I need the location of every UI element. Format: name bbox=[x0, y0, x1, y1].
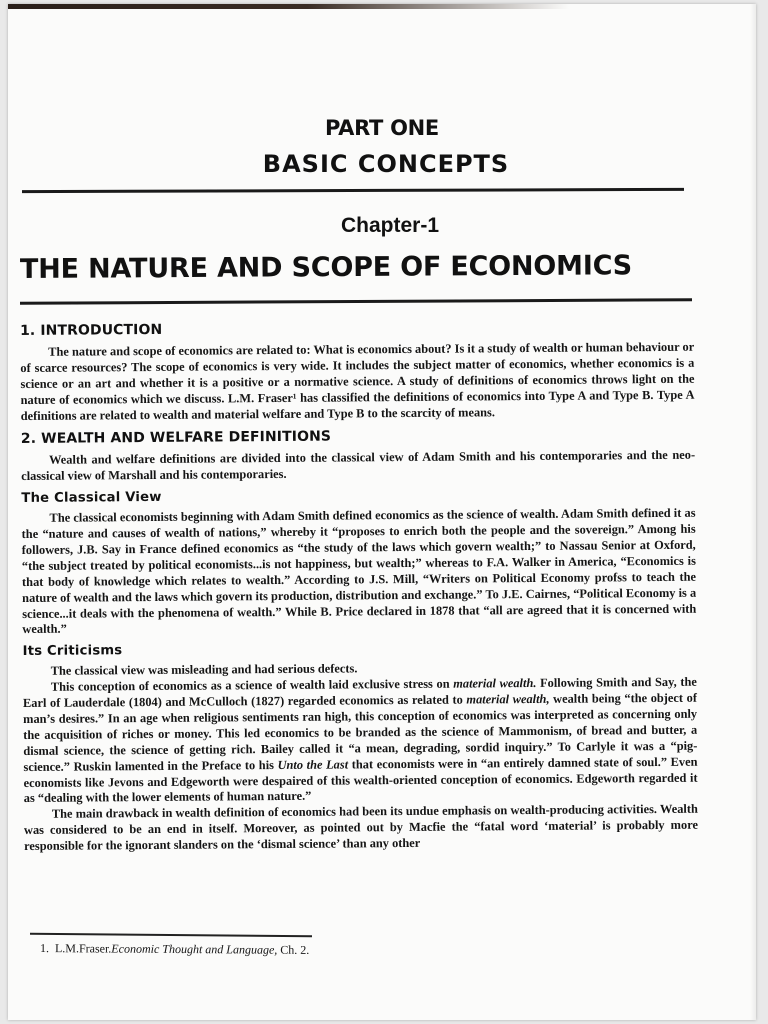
document-page bbox=[8, 4, 756, 1020]
footnote-rule bbox=[30, 933, 312, 937]
section-heading: 1. INTRODUCTION bbox=[19, 321, 163, 339]
emphasis: material wealth, bbox=[466, 691, 550, 707]
paragraph: Wealth and welfare definitions are divided into the classical view of Adam Smith and his contemporaries and the neo-classical view of Marshall and his contemporaries. bbox=[21, 448, 696, 484]
divider-rule bbox=[22, 188, 684, 193]
text-run: Following Smith and Say, the Earl of Lauderdale (1804) and McCulloch (1827) regarded economics as related to bbox=[22, 674, 697, 711]
footnote bbox=[40, 941, 309, 958]
footnote-author: L.M.Fraser. bbox=[54, 941, 112, 956]
divider-rule bbox=[20, 298, 692, 305]
text-run: wealth being “the object of man’s desires.” In an age when religious sentiments ran high, this conception of economics was interpreted as concerning only the acquisition of riches or money. This led economics to be branded as the science of Mammonism, of bread and butter, a dismal science, the science of getting rich. Bailey called it “a mean, degrading, sordid inquiry.” To Carlyle it was a “pig-science.” Ruskin lamented in the Preface to his bbox=[23, 690, 698, 774]
paragraph: The classical economists beginning with Adam Smith defined economics as the science of wealth. Adam Smith defined it as the “nature and causes of wealth of nations,” whereby it “proposes to enrich both the people and the sovereign.” Among his followers, J.B. Say in France defined economics as “the study of the laws which govern wealth;” to Nassau Senior at Oxford, “the subject treated by political economists...is not happiness, but wealth;” whereas to F.A. Walker in America, “Economics is that body of knowledge which relates to wealth.” According to J.S. Mill, “Writers on Political Economy profss to teach the nature of wealth and the laws which govern its production, distribution and exchange.” To J.E. Cairnes, “Political Economy is a science...it deals with the phenomena of wealth.” While B. Price declared in 1878 that “all are agreed that it is concerned with wealth.” bbox=[21, 505, 697, 637]
section-heading: 2. WEALTH AND WELFARE DEFINITIONS bbox=[20, 428, 332, 448]
paragraph: The main drawback in wealth definition of economics had been its undue emphasis on wealth-producing activities. Wealth was considered to be an end in itself. Moreover, as pointed out by Macfie the “fatal word ‘material’ is probably more responsible for the ignorant slanders on the ‘dismal science’ than any other bbox=[23, 802, 699, 854]
footnote-work: Economic Thought and Language, bbox=[111, 941, 278, 957]
page-edge-shadow bbox=[750, 4, 756, 1020]
part-label: PART ONE bbox=[325, 116, 439, 140]
chapter-body bbox=[20, 319, 698, 855]
paragraph: The nature and scope of economics are related to: What is economics about? Is it a study of wealth or human behaviour or of scarce resources? The scope of economics is very wide. It includes the subject matter of economics, whether economics is a science or an art and whether it is a positive or a normative science. A study of definitions of economics throws light on the nature of economics which we discuss. L.M. Fraser¹ has classified the definitions of economics into Type A and Type B. Type A definitions are related to wealth and material welfare and Type B to the scarcity of means. bbox=[20, 339, 695, 423]
text-run: that economists were in “an entirely damned state of soul.” Even economists like Jevons and Edgeworth were despaired of this wealth-oriented conception of economics. Edgeworth regarded it as “dealing with the lower elements of human nature.” bbox=[23, 754, 698, 806]
scan-edge bbox=[8, 4, 756, 9]
subsection-heading: Its Criticisms bbox=[22, 643, 123, 660]
chapter-title: THE NATURE AND SCOPE OF ECONOMICS bbox=[19, 250, 633, 285]
footnote-number: 1. bbox=[39, 941, 50, 956]
emphasis: Unto the Last bbox=[277, 757, 349, 772]
part-title: BASIC CONCEPTS bbox=[262, 150, 510, 178]
paragraph: The classical view was misleading and had serious defects. bbox=[50, 661, 358, 678]
subsection-heading: The Classical View bbox=[21, 490, 162, 507]
footnote-chapter: Ch. 2. bbox=[277, 942, 310, 957]
paragraph bbox=[23, 675, 698, 808]
text-run: This conception of economics as a science of wealth laid exclusive stress on bbox=[50, 676, 454, 694]
chapter-label: Chapter-1 bbox=[340, 214, 440, 237]
emphasis: material wealth. bbox=[453, 676, 537, 691]
